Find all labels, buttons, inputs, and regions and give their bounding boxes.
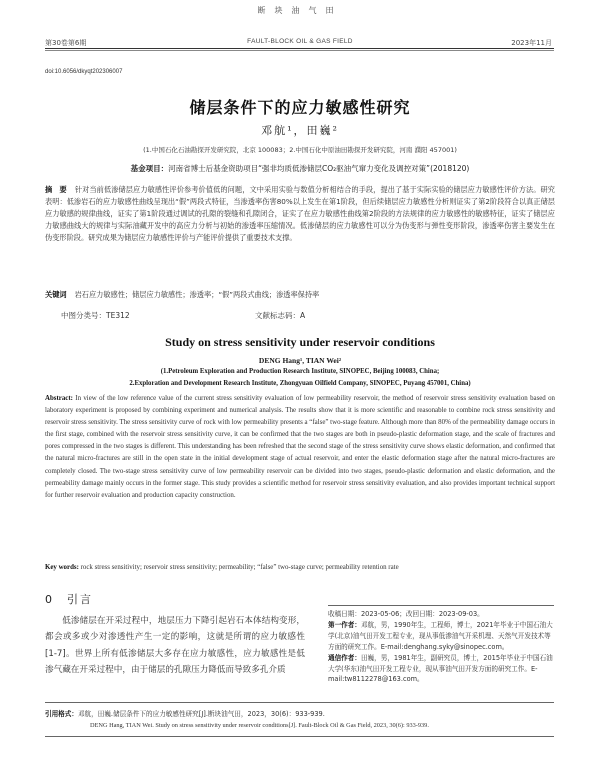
affiliation-zh: (1.中国石化石油勘探开发研究院，北京 100083；2.中国石化中原油田勘探开发研究院，河南 濮阳 457001) [143, 146, 457, 154]
header-rule [45, 48, 554, 49]
author1-text: 邓航，男，1990年生，工程师，博士，2021年毕业于中国石油大学(北京)油气田开发工程专业，现从事低渗油气开采机理、天然气开发技术等方面的研究工作。E-mail:denghang.syky@sinopec.com。 [328, 620, 553, 651]
abstract-en-text: In view of the low reference value of the current stress sensitivity evaluation of low permeability reservoir, the method of reservoir stress sensitivity evaluation based on laboratory experiment is proposed by combining experiment and numerical analysis. The results show that it is more scientific and reasonable to combine rock stress sensitivity and reservoir stress sensitivity. The stress sensitivity curve of rock with low permeability presents a “false” two-stage feature. Although more than 80% of the permeability damage occurs in the first stage, combined with the reservoir stress sensitivity curve, it can be confirmed that the two stages are both in pseudo-plastic deformation stage, and the scale of fractures and pores compressed in the two stages is different. This understanding has been refreshed that the second stage of the stress sensitivity curve shows elastic deformation, and confirmed that the natural micro-fractures are still in the open state in the initial development stage of actual reservoir, and enter the elastic deformation stage after the natural micro-fractures are completely closed. The two-stage stress sensitivity curve of low permeability reservoir can be divided into two stages, pseudo-plastic deformation and elastic deformation, and the permeability damage mainly occurs in the former stage. This study provides a scientific method for reservoir stress sensitivity evaluation, and also provides important technical support for further reservoir evaluation and production capacity construction. [45, 395, 555, 499]
citation-zh-text: 邓航，田巍.储层条件下的应力敏感性研究[J].断块油气田，2023，30(6)：933-939. [77, 710, 325, 718]
author2-note [328, 653, 556, 686]
keywords-zh [45, 290, 555, 300]
affiliation-en-2: 2.Exploration and Development Research Institute, Zhongyuan Oilfield Company, SINOPEC, Puyang 457001, China) [129, 380, 471, 387]
section-heading-intro: 0 引言 [45, 593, 93, 606]
citation-rule-bottom [45, 736, 554, 737]
keywords-zh-text: 岩石应力敏感性；储层应力敏感性；渗透率；“假”两段式曲线；渗透率保持率 [74, 290, 320, 299]
keywords-en-text: rock stress sensitivity; reservoir stress sensitivity; permeability; “false” two-stage curve; permeability retention rate [80, 564, 399, 571]
author1-note [328, 620, 556, 653]
abstract-zh-label: 摘 要 [45, 185, 67, 194]
author2-text: 田巍，男，1981年生，副研究员，博士，2015年毕业于中国石油大学(华东)油气田开发工程专业，现从事油气田开发方面的研究工作。E-mail:tw8112278@163.com。 [328, 653, 553, 684]
abstract-en [45, 393, 555, 502]
journal-name-en: FAULT-BLOCK OIL & GAS FIELD [247, 38, 353, 45]
volume-issue: 第30卷第6期 [45, 39, 87, 47]
funding-text: 河南省博士后基金资助项目“强非均质低渗储层CO₂驱油气窜力变化及调控对策”(2018120) [168, 164, 470, 173]
citation-en: DENG Hang, TIAN Wei. Study on stress sensitivity under reservoir conditions[J]. Fault-Block Oil & Gas Field, 2023, 30(6): 933-939. [90, 722, 429, 729]
doi[interactable]: doi:10.6056/dkyqt202306007 [45, 69, 123, 75]
abstract-zh-text: 针对当前低渗储层应力敏感性评价参考价值低的问题，文中采用实验与数值分析相结合的手段，提出了基于实际实验的储层应力敏感性评价方法。研究表明：低渗岩石的应力敏感性曲线呈现出“假”两段式特征，当渗透率伤害80%以上发生在第1阶段，但后续储层应力敏感性分析则证实了第2阶段符合以真正储层应力敏感的规律曲线，证实了第1阶段通过调试的孔隙的裂缝和孔隙闭合，证实了在应力敏感性曲线第2阶段的方法规律的应力敏感性的敏感特征，证实了储层应力敏感曲线大的规律与实际油藏开发中的高应力分析与初始的渗透率压缩情况。低渗储层的应力敏感性可以分为伪变形与弹性变形阶段，渗透率伤害主要发生在伪变形阶段。研究成果为储层应力敏感性评价与产能评价提供了重要技术支撑。 [45, 185, 555, 243]
author2-label: 通信作者： [328, 653, 361, 662]
abstract-zh [45, 184, 555, 244]
author1-label: 第一作者： [328, 620, 361, 629]
footnote-rule [328, 605, 554, 606]
journal-name-cn: 断块油气田 [257, 6, 343, 15]
received-date: 收稿日期：2023-05-06；改回日期：2023-09-03。 [328, 610, 484, 618]
issue-date: 2023年11月 [511, 39, 552, 47]
header-rule-thin [45, 50, 554, 51]
footnotes [328, 609, 556, 685]
title-zh: 储层条件下的应力敏感性研究 [189, 98, 411, 117]
keywords-en [45, 564, 555, 571]
citation-zh [45, 708, 555, 718]
authors-zh: 邓航¹，田巍² [261, 124, 339, 137]
affiliation-en-1: (1.Petroleum Exploration and Production Research Institute, SINOPEC, Beijing 100083, China; [160, 368, 440, 375]
title-en: Study on stress sensitivity under reservoir conditions [165, 335, 435, 349]
citation-label: 引用格式： [45, 710, 78, 718]
body-paragraph: 低渗储层在开采过程中，地层压力下降引起岩石本体结构变形，都会或多或少对渗透性产生一定的影响，这就是所谓的应力敏感性[1-7]。世界上所有低渗储层大多存在应力敏感性，应力敏感性是低渗气藏在开采过程中，由于储层的孔隙压力降低而导致多孔介质 [45, 616, 305, 675]
clc-number: 中图分类号：TE312 [61, 311, 130, 320]
authors-en: DENG Hang¹, TIAN Wei² [258, 356, 342, 365]
funding-label: 基金项目： [130, 164, 169, 173]
funding [0, 163, 600, 174]
citation-rule-top [45, 702, 554, 703]
abstract-en-label: Abstract: [45, 395, 73, 402]
keywords-zh-label: 关键词 [45, 290, 67, 299]
keywords-en-label: Key words: [45, 564, 79, 571]
document-code: 文献标志码：A [255, 311, 306, 320]
